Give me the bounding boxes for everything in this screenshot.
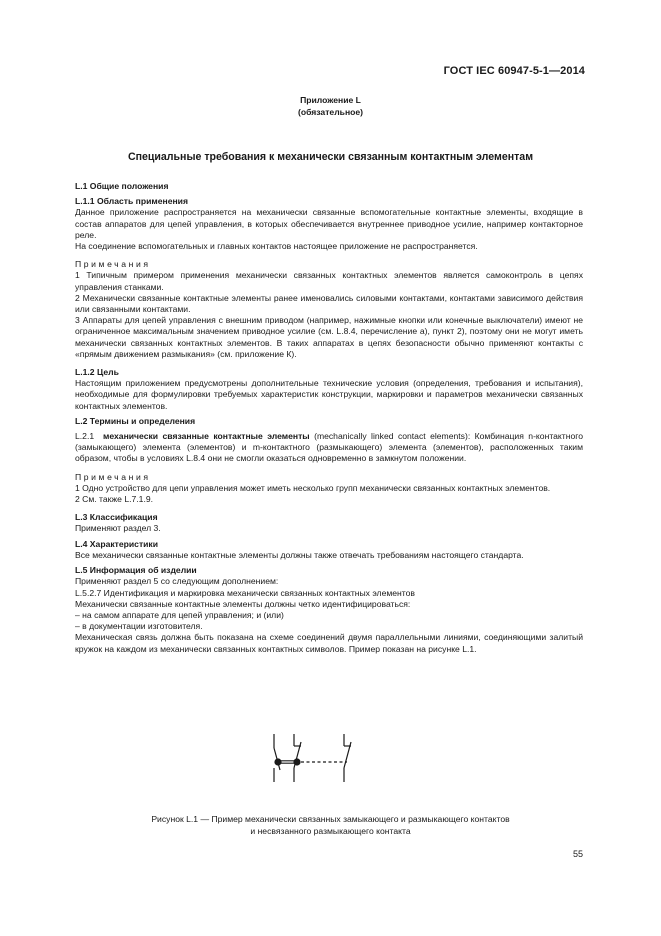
section-heading-l1: L.1 Общие положения [75,181,169,191]
paragraph: L.5.2.7 Идентификация и маркировка механически связанных контактных элементов [75,587,415,598]
list-item: – в документации изготовителя. [75,621,203,632]
page-number: 55 [572,849,583,859]
section-heading-l5: L.5 Информация об изделии [75,565,197,576]
paragraph: Настоящим приложением предусмотрены дополнительные технические условия (определения, требования и испытания), необходимые для формулировки требуемых характеристик конструкции, маркировки и параметров механически связанных контактных элементов. [75,378,583,411]
caption-line-1: Рисунок L.1 — Пример механически связанных замыкающего и размыкающего контактов [151,814,510,824]
section-heading-l2: L.2 Термины и определения [75,415,196,426]
section-heading-l3: L.3 Классификация [75,512,158,523]
annex-body [75,181,583,655]
note: 1 Одно устройство для цепи управления может иметь несколько групп механически связанных контактных элементов. [75,482,551,493]
standard-designation: ГОСТ IEC 60947-5-1—2014 [443,65,585,77]
note: 2 Механически связанные контактные элементы ранее именовались силовыми контактами, контактами зависимого действия или связанными контактами. [75,292,583,315]
definition-number: L.2.1 [75,431,95,442]
figure-caption [0,814,661,837]
paragraph: Данное приложение распространяется на механически связанные вспомогательные контактные элементы, входящие в состав аппаратов для цепей управления, в которых обеспечивается внутреннее приводное усилие, например контакторное реле. [75,207,583,240]
linked-contact-dot-2 [293,758,300,765]
definition-term: механически связанные контактные элементы [103,431,310,442]
note: 3 Аппараты для цепей управления с внешним приводом (например, нажимные кнопки или конечные выключатели) имеют не ограниченное максимальным значением приводное усилие (см. L.8.4, перечисление а), пункт 2), поэтому они не могут иметь механически связанных контактных элементов. В таких аппаратах в цепях безопасности обычно применяют контакты с «прямым движением размыкания» (см. приложение К). [75,315,583,359]
paragraph: Все механически связанные контактные элементы должны также отвечать требованиям настоящего стандарта. [75,549,524,560]
annex-title: Приложение L [300,95,361,105]
caption-line-2: и несвязанного размыкающего контакта [250,825,411,836]
paragraph: Механическая связь должна быть показана на схеме соединений двумя параллельными линиями, соединяющими залитый кружок на каждом из механически связанных контактных символов. Пример показан на рисунке L.1. [75,632,583,654]
contact-symbols-diagram [266,732,366,784]
paragraph: Применяют раздел 3. [75,523,161,534]
paragraph: Применяют раздел 5 со следующим дополнением: [75,576,279,587]
notes-title: Примечания [75,471,151,482]
section-heading-l11: L.1.1 Область применения [75,196,188,207]
linked-contact-dot-1 [274,758,281,765]
paragraph: На соединение вспомогательных и главных контактов настоящее приложение не распространяется. [75,241,478,252]
note: 2 См. также L.7.1.9. [75,494,154,505]
definition-text: (mechanically linked contact elements): Комбинация n-контактного (замыкающего) элемента (элементов) и m-контактного (размыкающего) элемента (элементов), расположенных таким образом, чтобы в условиях L.8.4 они не смогли оказаться одновременно в замкнутом положении. [75,431,583,464]
annex-main-title: Специальные требования к механически связанным контактным элементам [127,151,534,163]
section-heading-l12: L.1.2 Цель [75,367,119,378]
list-item: – на самом аппарате для цепей управления; и (или) [75,609,284,620]
annex-header [0,94,661,118]
definition [75,431,583,465]
paragraph: Механически связанные контактные элементы должны четко идентифицироваться: [75,598,411,609]
annex-status: (обязательное) [297,107,364,117]
section-heading-l4: L.4 Характеристики [75,538,159,549]
note: 1 Типичным примером применения механически связанных контактных элементов является самоконтроль в цепях управления станками. [75,270,583,292]
notes-title: Примечания [75,259,151,270]
